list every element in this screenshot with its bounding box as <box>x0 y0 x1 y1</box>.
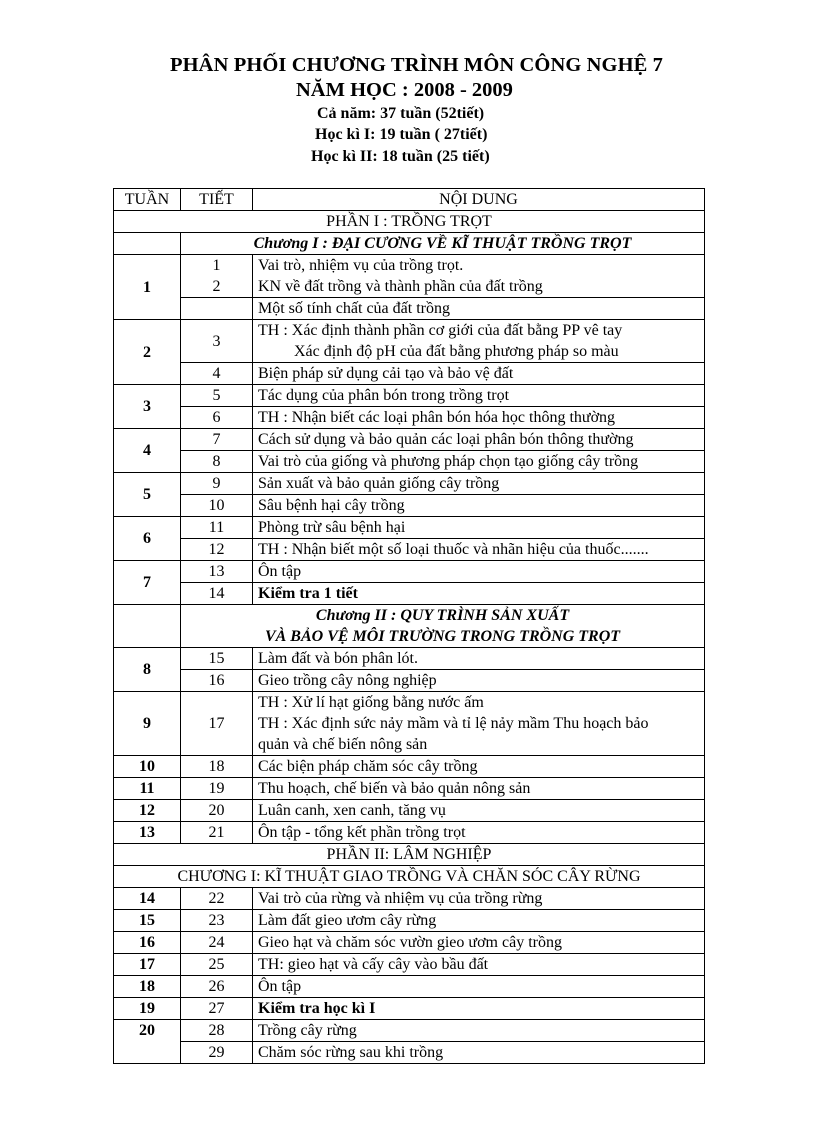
table-row <box>114 822 705 844</box>
content-cell: Trồng cây rừng <box>253 1020 705 1042</box>
period-cell: 5 <box>181 385 253 407</box>
table-row <box>114 561 705 583</box>
table-row <box>114 473 705 495</box>
table-row <box>114 429 705 451</box>
content-cell <box>253 692 705 756</box>
week-cell: 13 <box>114 822 181 844</box>
period-cell: 26 <box>181 976 253 998</box>
table-row <box>114 756 705 778</box>
semester-1-info: Học kì I: 19 tuần ( 27tiết) <box>315 126 488 143</box>
document-title: PHÂN PHỐI CHƯƠNG TRÌNH MÔN CÔNG NGHỆ 7 <box>170 54 663 76</box>
period-cell: 12 <box>181 539 253 561</box>
part-row <box>114 844 705 866</box>
content-cell: Cách sử dụng và bảo quản các loại phân bón thông thường <box>253 429 705 451</box>
content-cell: Luân canh, xen canh, tăng vụ <box>253 800 705 822</box>
week-cell: 18 <box>114 976 181 998</box>
table-row <box>114 583 705 605</box>
table-row <box>114 517 705 539</box>
period-cell: 28 <box>181 1020 253 1042</box>
content-cell: Ôn tập <box>253 976 705 998</box>
period-cell: 9 <box>181 473 253 495</box>
table-row <box>114 1042 705 1064</box>
content-cell: Làm đất và bón phân lót. <box>253 648 705 670</box>
table-row <box>114 670 705 692</box>
content-cell: TH : Nhận biết một số loại thuốc và nhãn hiệu của thuốc....... <box>253 539 705 561</box>
table-row <box>114 976 705 998</box>
content-cell: Biện pháp sử dụng cải tạo và bảo vệ đất <box>253 363 705 385</box>
period-value: 2 <box>212 278 221 295</box>
period-cell: 8 <box>181 451 253 473</box>
period-cell: 21 <box>181 822 253 844</box>
content-cell: Sản xuất và bảo quản giống cây trồng <box>253 473 705 495</box>
week-cell: 9 <box>114 692 181 756</box>
content-cell: Vai trò của rừng và nhiệm vụ của trồng rừng <box>253 888 705 910</box>
period-cell <box>181 298 253 320</box>
period-cell: 7 <box>181 429 253 451</box>
table-header-row <box>114 189 705 211</box>
week-cell: 20 <box>114 1020 181 1064</box>
period-cell: 16 <box>181 670 253 692</box>
content-cell: TH : Nhận biết các loại phân bón hóa học thông thường <box>253 407 705 429</box>
period-cell: 15 <box>181 648 253 670</box>
part-row <box>114 211 705 233</box>
period-cell: 27 <box>181 998 253 1020</box>
content-cell: Vai trò của giống và phương pháp chọn tạo giống cây trồng <box>253 451 705 473</box>
content-line: Vai trò, nhiệm vụ của trồng trọt. <box>258 257 464 274</box>
period-cell: 11 <box>181 517 253 539</box>
content-cell: Một số tính chất của đất trồng <box>253 298 705 320</box>
period-cell: 3 <box>181 320 253 363</box>
chapter-2-heading <box>181 605 705 648</box>
period-cell: 20 <box>181 800 253 822</box>
school-year: NĂM HỌC : 2008 - 2009 <box>296 79 513 101</box>
content-line: KN về đất trồng và thành phần của đất trồng <box>258 278 543 295</box>
content-cell <box>253 255 705 298</box>
table-row <box>114 954 705 976</box>
table-row <box>114 451 705 473</box>
week-cell: 15 <box>114 910 181 932</box>
period-cell: 4 <box>181 363 253 385</box>
content-cell: Sâu bệnh hại cây trồng <box>253 495 705 517</box>
week-cell: 7 <box>114 561 181 605</box>
week-cell: 6 <box>114 517 181 561</box>
week-cell: 16 <box>114 932 181 954</box>
content-cell: Chăm sóc rừng sau khi trồng <box>253 1042 705 1064</box>
table-row <box>114 932 705 954</box>
period-cell: 22 <box>181 888 253 910</box>
table-row <box>114 320 705 363</box>
content-cell <box>253 320 705 363</box>
content-cell: TH: gieo hạt và cấy cây vào bầu đất <box>253 954 705 976</box>
chapter-row <box>114 233 705 255</box>
week-cell: 14 <box>114 888 181 910</box>
period-cell: 19 <box>181 778 253 800</box>
week-cell: 2 <box>114 320 181 385</box>
whole-year-info: Cả năm: 37 tuần (52tiết) <box>317 105 485 122</box>
table-row <box>114 800 705 822</box>
period-cell: 14 <box>181 583 253 605</box>
period-cell: 23 <box>181 910 253 932</box>
table-row <box>114 888 705 910</box>
period-cell: 18 <box>181 756 253 778</box>
week-cell: 17 <box>114 954 181 976</box>
content-line: TH : Xác định sức nảy mầm và tỉ lệ nảy mầm Thu hoạch bảo <box>258 715 649 732</box>
content-cell: Kiểm tra học kì I <box>253 998 705 1020</box>
semester-2-info: Học kì II: 18 tuần (25 tiết) <box>311 148 490 165</box>
table-row <box>114 778 705 800</box>
table-row <box>114 298 705 320</box>
period-cell: 17 <box>181 692 253 756</box>
table-row <box>114 407 705 429</box>
column-header-week: TUẦN <box>114 189 181 211</box>
table-row <box>114 255 705 298</box>
content-cell: Kiểm tra 1 tiết <box>253 583 705 605</box>
week-cell: 8 <box>114 648 181 692</box>
content-cell: Ôn tập - tổng kết phần trồng trọt <box>253 822 705 844</box>
period-cell: 6 <box>181 407 253 429</box>
content-line: TH : Xác định thành phần cơ giới của đất bằng PP vê tay <box>258 322 623 339</box>
table-row <box>114 998 705 1020</box>
period-cell: 10 <box>181 495 253 517</box>
empty-cell <box>114 605 181 648</box>
content-cell: Tác dụng của phân bón trong trồng trọt <box>253 385 705 407</box>
chapter-line: VÀ BẢO VỆ MÔI TRƯỜNG TRONG TRỒNG TRỌT <box>264 628 621 645</box>
period-cell: 25 <box>181 954 253 976</box>
content-cell: Các biện pháp chăm sóc cây trồng <box>253 756 705 778</box>
part-2-heading: PHẦN II: LÂM NGHIỆP <box>114 844 705 866</box>
period-cell: 29 <box>181 1042 253 1064</box>
chapter-1-heading: Chương I : ĐẠI CƯƠNG VỀ KĨ THUẬT TRỒNG TRỌT <box>181 233 705 255</box>
period-cell: 24 <box>181 932 253 954</box>
table-row <box>114 539 705 561</box>
week-cell: 4 <box>114 429 181 473</box>
content-cell: Ôn tập <box>253 561 705 583</box>
forestry-chapter-1-heading: CHƯƠNG I: KĨ THUẬT GIAO TRỒNG VÀ CHĂN SÓC CÂY RỪNG <box>114 866 705 888</box>
table-row <box>114 495 705 517</box>
table-row <box>114 692 705 756</box>
content-cell: Làm đất gieo ươm cây rừng <box>253 910 705 932</box>
chapter-line: Chương II : QUY TRÌNH SẢN XUẤT <box>315 607 570 624</box>
content-cell: Thu hoạch, chế biến và bảo quản nông sản <box>253 778 705 800</box>
week-cell: 3 <box>114 385 181 429</box>
content-line: TH : Xử lí hạt giống bằng nước ấm <box>258 694 484 711</box>
week-cell: 12 <box>114 800 181 822</box>
table-row <box>114 910 705 932</box>
empty-cell <box>114 233 181 255</box>
week-cell: 11 <box>114 778 181 800</box>
week-cell: 1 <box>114 255 181 320</box>
column-header-period: TIẾT <box>181 189 253 211</box>
column-header-content: NỘI DUNG <box>253 189 705 211</box>
chapter-row <box>114 866 705 888</box>
period-value: 1 <box>212 257 221 274</box>
period-cell <box>181 255 253 298</box>
chapter-row <box>114 605 705 648</box>
table-row <box>114 385 705 407</box>
content-cell: Phòng trừ sâu bệnh hại <box>253 517 705 539</box>
week-cell: 5 <box>114 473 181 517</box>
content-cell: Gieo hạt và chăm sóc vườn gieo ươm cây trồng <box>253 932 705 954</box>
period-cell: 13 <box>181 561 253 583</box>
content-line: Xác định độ pH của đất bằng phương pháp so màu <box>294 343 619 360</box>
part-1-heading: PHẦN I : TRỒNG TRỌT <box>114 211 705 233</box>
content-cell: Gieo trồng cây nông nghiệp <box>253 670 705 692</box>
content-line: quản và chế biến nông sản <box>258 736 428 753</box>
table-row <box>114 1020 705 1042</box>
week-cell: 10 <box>114 756 181 778</box>
curriculum-table <box>113 188 705 1064</box>
week-cell: 19 <box>114 998 181 1020</box>
table-row <box>114 363 705 385</box>
table-row <box>114 648 705 670</box>
